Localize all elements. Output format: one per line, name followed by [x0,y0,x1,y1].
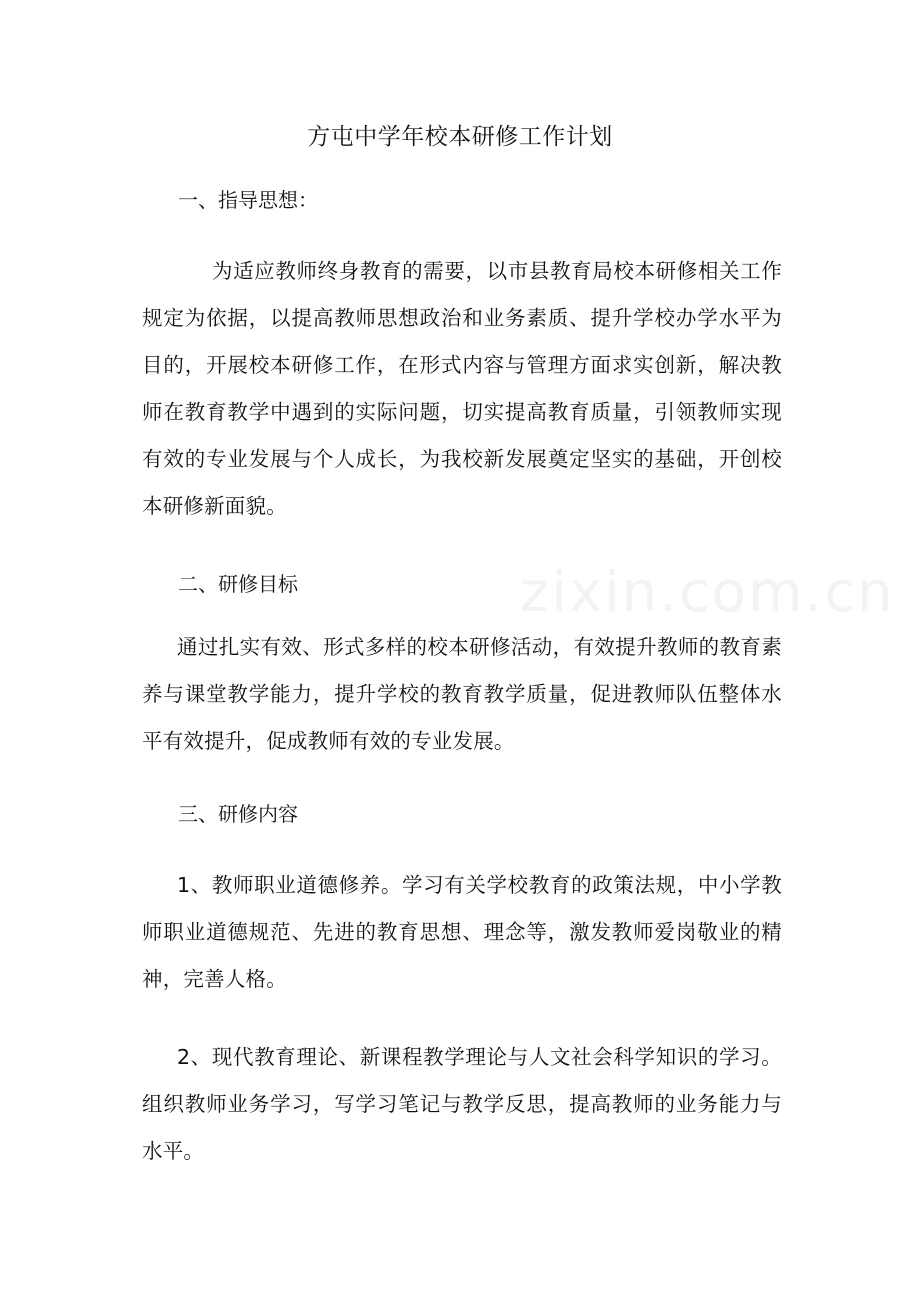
paragraph-guiding-thought: 为适应教师终身教育的需要，以市县教育局校本研修相关工作规定为依据，以提高教师思想政治和业务素质、提升学校办学水平为目的，开展校本研修工作，在形式内容与管理方面求实创新，解决教师在教育教学中遇到的实际问题，切实提高教育质量，引领教师实现有效的专业发展与个人成长，为我校新发展奠定坚实的基础，开创校本研修新面貌。 [142,259,782,518]
section-heading-goals: 二、研修目标 [178,572,298,596]
paragraph-goals: 通过扎实有效、形式多样的校本研修活动，有效提升教师的教育素养与课堂教学能力，提升学校的教育教学质量，促进教师队伍整体水平有效提升，促成教师有效的专业发展。 [142,635,782,753]
section-heading-content: 三、研修内容 [178,802,298,826]
document-title: 方屯中学年校本研修工作计划 [307,124,613,150]
paragraph-content-item-2 [142,1034,782,1175]
item-text: 、现代教育理论、新课程教学理论与人文社会科学知识的学习。组织教师业务学习，写学习笔记与教学反思，提高教师的业务能力与水平。 [142,1045,782,1163]
paragraph-content-item-1 [142,862,782,1003]
item-number: 1 [177,873,191,897]
item-text: 、教师职业道德修养。学习有关学校教育的政策法规，中小学教师职业道德规范、先进的教育思想、理念等，激发教师爱岗敬业的精神，完善人格。 [142,873,782,991]
section-heading-guiding-thought: 一、指导思想： [178,188,318,212]
item-number: 2 [177,1045,191,1069]
watermark: zixin.com.cn [520,560,895,625]
